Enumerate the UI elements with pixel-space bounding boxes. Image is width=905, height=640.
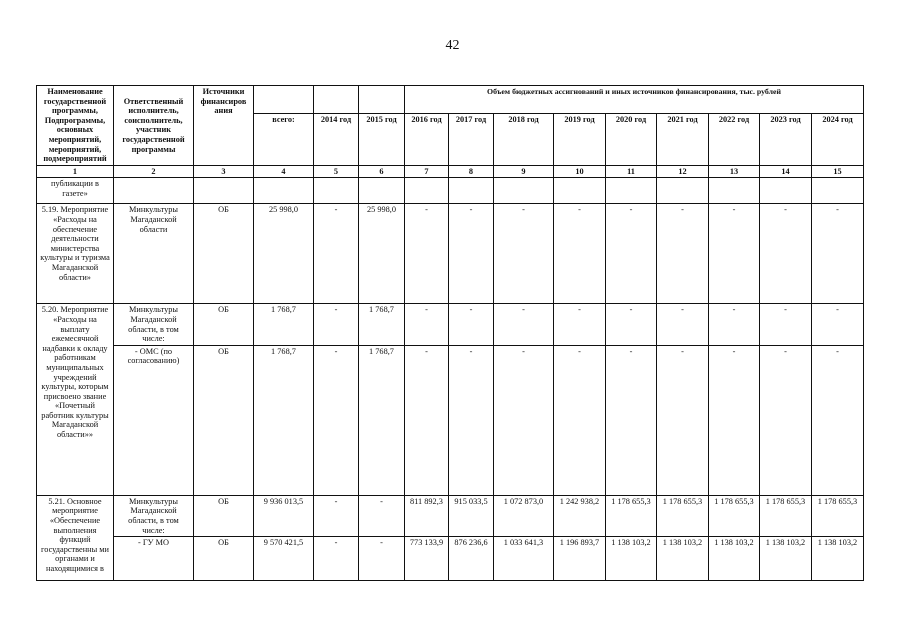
value-cell: 1 033 641,3 — [494, 537, 554, 581]
value-cell: 1 138 103,2 — [812, 537, 864, 581]
value-cell: - — [812, 345, 864, 495]
value-cell: - — [449, 204, 494, 304]
value-cell: 1 178 655,3 — [812, 495, 864, 536]
value-cell: 1 138 103,2 — [606, 537, 657, 581]
table-row — [37, 304, 864, 345]
empty-cell — [657, 178, 709, 204]
value-cell: - — [606, 304, 657, 345]
header-year: 2019 год — [554, 114, 606, 166]
column-number: 14 — [760, 165, 812, 178]
value-cell: - — [314, 304, 359, 345]
value-cell: - — [760, 204, 812, 304]
table-row — [37, 204, 864, 304]
value-cell: 9 570 421,5 — [254, 537, 314, 581]
column-number: 7 — [405, 165, 449, 178]
header-executor-cell: Ответственный исполнитель, соисполнитель, участник государственной программы — [114, 86, 194, 166]
value-cell: 25 998,0 — [359, 204, 405, 304]
value-cell: 25 998,0 — [254, 204, 314, 304]
value-cell: - — [554, 345, 606, 495]
empty-cell — [606, 178, 657, 204]
value-cell: 1 178 655,3 — [657, 495, 709, 536]
table-row — [37, 178, 864, 204]
value-cell: 1 138 103,2 — [657, 537, 709, 581]
value-cell: 1 178 655,3 — [760, 495, 812, 536]
value-cell: 1 138 103,2 — [709, 537, 760, 581]
row-source-cell: ОБ — [194, 204, 254, 304]
header-year: 2018 год — [494, 114, 554, 166]
row-name-cell: 5.19. Мероприятие «Расходы на обеспечение деятельности министерства культуры и туризма Магаданской области» — [37, 204, 114, 304]
column-number-row — [37, 165, 864, 178]
header-year: 2016 год — [405, 114, 449, 166]
value-cell: - — [709, 204, 760, 304]
value-cell: - — [494, 345, 554, 495]
value-cell: 1 242 938,2 — [554, 495, 606, 536]
value-cell: - — [554, 204, 606, 304]
budget-table — [36, 85, 864, 581]
table-row — [37, 345, 864, 495]
value-cell: 811 892,3 — [405, 495, 449, 536]
column-number: 8 — [449, 165, 494, 178]
value-cell: - — [405, 345, 449, 495]
value-cell: 1 178 655,3 — [709, 495, 760, 536]
row-executor-cell: Минкультуры Магаданской области, в том числе: — [114, 304, 194, 345]
value-cell: 1 768,7 — [359, 304, 405, 345]
row-executor-cell: - ОМС (по согласованию) — [114, 345, 194, 495]
empty-cell — [554, 178, 606, 204]
empty-cell — [194, 178, 254, 204]
header-name-cell: Наименование государственной программы, Подпрограммы, основных мероприятий, мероприятий, подмероприятий — [37, 86, 114, 166]
header-year: 2020 год — [606, 114, 657, 166]
column-number: 13 — [709, 165, 760, 178]
header-year: 2021 год — [657, 114, 709, 166]
value-cell: - — [449, 304, 494, 345]
value-cell: - — [405, 304, 449, 345]
row-name-cell: публикации в газете» — [37, 178, 114, 204]
value-cell: - — [812, 204, 864, 304]
column-number: 1 — [37, 165, 114, 178]
page-number: 42 — [445, 38, 460, 53]
row-executor-cell: Минкультуры Магаданской области, в том числе: — [114, 495, 194, 536]
column-number: 3 — [194, 165, 254, 178]
value-cell: - — [554, 304, 606, 345]
row-source-cell: ОБ — [194, 537, 254, 581]
row-source-cell: ОБ — [194, 345, 254, 495]
value-cell: - — [359, 495, 405, 536]
value-cell: - — [812, 304, 864, 345]
value-cell: 773 133,9 — [405, 537, 449, 581]
column-number: 6 — [359, 165, 405, 178]
value-cell: 1 768,7 — [254, 304, 314, 345]
header-year: 2014 год — [314, 114, 359, 166]
column-number: 12 — [657, 165, 709, 178]
header-year: 2023 год — [760, 114, 812, 166]
empty-cell — [494, 178, 554, 204]
value-cell: - — [606, 345, 657, 495]
header-year: 2017 год — [449, 114, 494, 166]
value-cell: - — [314, 537, 359, 581]
empty-cell — [405, 178, 449, 204]
header-year: 2022 год — [709, 114, 760, 166]
column-number: 11 — [606, 165, 657, 178]
value-cell: - — [314, 345, 359, 495]
empty-cell — [760, 178, 812, 204]
header-year: 2024 год — [812, 114, 864, 166]
header-source-cell: Источники финансиров ания — [194, 86, 254, 166]
value-cell: - — [760, 304, 812, 345]
value-cell: - — [314, 204, 359, 304]
value-cell: 1 072 873,0 — [494, 495, 554, 536]
value-cell: - — [657, 345, 709, 495]
value-cell: - — [359, 537, 405, 581]
value-cell: - — [657, 304, 709, 345]
value-cell: - — [709, 304, 760, 345]
value-cell: - — [657, 204, 709, 304]
value-cell: 1 178 655,3 — [606, 495, 657, 536]
empty-cell — [449, 178, 494, 204]
column-number: 5 — [314, 165, 359, 178]
table-row — [37, 537, 864, 581]
value-cell: - — [760, 345, 812, 495]
row-name-cell: 5.21. Основное мероприятие «Обеспечение выполнения функций государственны ми органами и находящимися в — [37, 495, 114, 580]
column-number: 10 — [554, 165, 606, 178]
header-blank-cell — [314, 86, 359, 114]
value-cell: - — [494, 304, 554, 345]
value-cell: - — [449, 345, 494, 495]
row-source-cell: ОБ — [194, 495, 254, 536]
column-number: 15 — [812, 165, 864, 178]
value-cell: 1 768,7 — [254, 345, 314, 495]
header-total: всего: — [254, 114, 314, 166]
row-executor-cell: Минкультуры Магаданской области — [114, 204, 194, 304]
value-cell: - — [314, 495, 359, 536]
value-cell: - — [494, 204, 554, 304]
empty-cell — [314, 178, 359, 204]
value-cell: 915 033,5 — [449, 495, 494, 536]
header-blank-cell — [254, 86, 314, 114]
value-cell: 876 236,6 — [449, 537, 494, 581]
row-name-cell: 5.20. Мероприятие «Расходы на выплату ежемесячной надбавки к окладу работникам муниципальных учреждений культуры, которым присвоено звание «Почетный работник культуры Магаданской области»» — [37, 304, 114, 495]
empty-cell — [359, 178, 405, 204]
table-row — [37, 495, 864, 536]
row-source-cell: ОБ — [194, 304, 254, 345]
header-year: 2015 год — [359, 114, 405, 166]
empty-cell — [254, 178, 314, 204]
column-number: 2 — [114, 165, 194, 178]
row-executor-cell: - ГУ МО — [114, 537, 194, 581]
value-cell: - — [709, 345, 760, 495]
empty-cell — [114, 178, 194, 204]
empty-cell — [812, 178, 864, 204]
header-blank-cell — [359, 86, 405, 114]
value-cell: 1 196 893,7 — [554, 537, 606, 581]
empty-cell — [709, 178, 760, 204]
value-cell: 1 138 103,2 — [760, 537, 812, 581]
value-cell: 9 936 013,5 — [254, 495, 314, 536]
value-cell: 1 768,7 — [359, 345, 405, 495]
value-cell: - — [606, 204, 657, 304]
header-funding-group: Объем бюджетных ассигнований и иных источников финансирования, тыс. рублей — [405, 86, 864, 114]
column-number: 9 — [494, 165, 554, 178]
value-cell: - — [405, 204, 449, 304]
column-number: 4 — [254, 165, 314, 178]
